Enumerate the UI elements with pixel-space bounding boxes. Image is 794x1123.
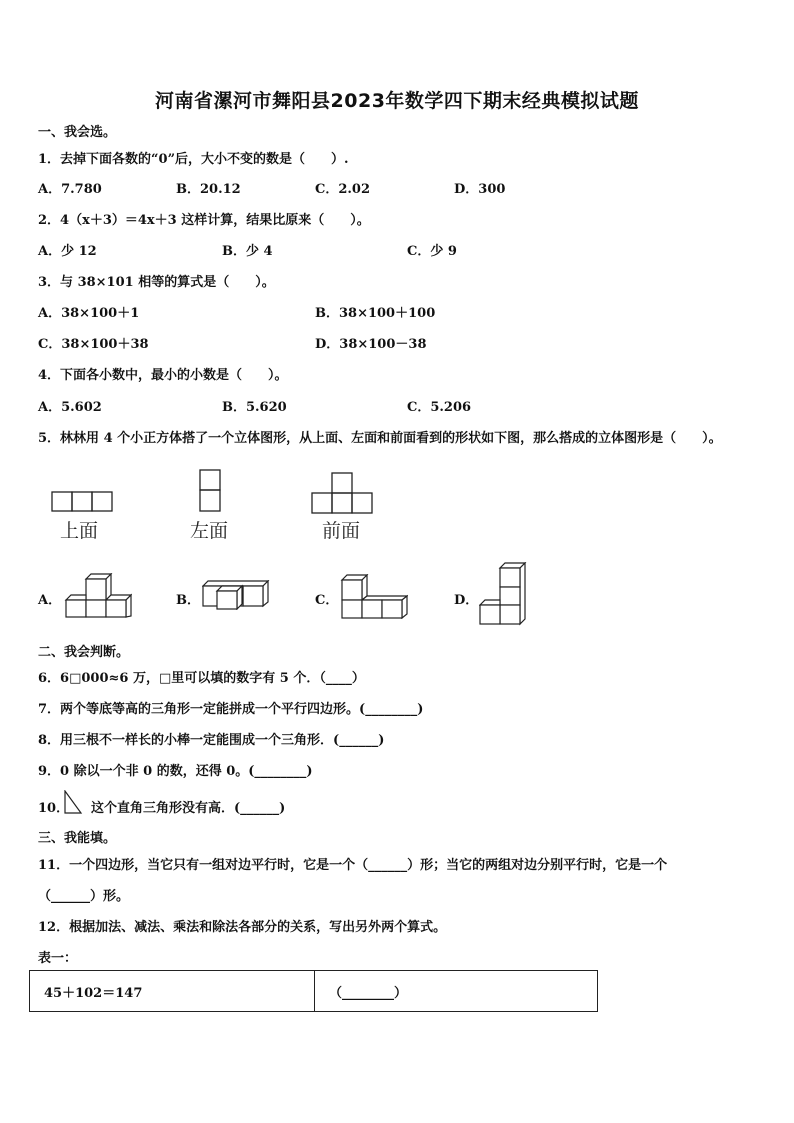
answer-table <box>29 970 598 1012</box>
top-view-label: 上面 <box>60 520 99 542</box>
right-triangle-figure <box>63 790 83 814</box>
q3-option-d: D．38×100－38 <box>315 337 427 352</box>
q4-option-c: C．5.206 <box>407 400 472 415</box>
q2-option-b: B．少 4 <box>222 244 273 259</box>
question-10-number: 10． <box>38 801 70 816</box>
table-row <box>30 971 598 1012</box>
top-view-figure <box>51 491 113 512</box>
q3-option-c: C．38×100＋38 <box>38 337 149 352</box>
q1-option-a: A．7.780 <box>38 182 102 197</box>
q5-option-a-label: A． <box>38 593 62 608</box>
q5-option-c-figure <box>340 574 408 619</box>
q3-option-a: A．38×100＋1 <box>38 306 140 321</box>
q2-option-a: A．少 12 <box>38 244 97 259</box>
section-heading-2: 二、我会判断。 <box>38 645 130 660</box>
q4-option-a: A．5.602 <box>38 400 102 415</box>
question-12: 12．根据加法、减法、乘法和除法各部分的关系，写出另外两个算式。 <box>38 920 447 935</box>
question-10-text: 这个直角三角形没有高．(______) <box>91 801 286 816</box>
q5-option-d-label: D． <box>454 593 479 608</box>
question-5-stem: 5．林林用 4 个小正方体搭了一个立体图形，从上面、左面和前面看到的形状如下图，那么搭成的立体图形是（ ）。 <box>38 431 722 446</box>
q4-option-b: B．5.620 <box>222 400 287 415</box>
question-1-stem: 1．去掉下面各数的“0”后，大小不变的数是（ ）. <box>38 152 349 167</box>
q5-option-d-figure <box>479 562 527 626</box>
question-9: 9．0 除以一个非 0 的数，还得 0。(________) <box>38 764 313 779</box>
front-view-figure <box>311 472 373 514</box>
question-11-line1: 11．一个四边形，当它只有一组对边平行时，它是一个（______）形；当它的两组对边分别平行时，它是一个 <box>38 858 668 873</box>
section-heading-1: 一、我会选。 <box>38 125 117 140</box>
question-4-stem: 4．下面各小数中，最小的小数是（ ）。 <box>38 368 288 383</box>
question-8: 8．用三根不一样长的小棒一定能围成一个三角形．(______) <box>38 733 385 748</box>
q1-option-d: D．300 <box>454 182 506 197</box>
question-2-stem: 2．4（x＋3）＝4x＋3 这样计算，结果比原来（ ）。 <box>38 213 370 228</box>
q5-option-a-figure <box>64 573 132 618</box>
q5-option-b-label: B． <box>176 593 200 608</box>
left-view-label: 左面 <box>190 520 229 542</box>
q1-option-c: C．2.02 <box>315 182 371 197</box>
question-3-stem: 3．与 38×101 相等的算式是（ ）。 <box>38 275 275 290</box>
q1-option-b: B．20.12 <box>176 182 241 197</box>
question-11-line2: （______）形。 <box>38 889 130 904</box>
section-heading-3: 三、我能填。 <box>38 831 117 846</box>
table-cell-answer: （________） <box>315 971 598 1012</box>
table-cell-equation: 45＋102＝147 <box>30 971 315 1012</box>
front-view-label: 前面 <box>322 520 361 542</box>
question-6: 6．6□000≈6 万，□里可以填的数字有 5 个．（____） <box>38 671 365 686</box>
q3-option-b: B．38×100＋100 <box>315 306 436 321</box>
q5-option-c-label: C． <box>315 593 339 608</box>
q5-option-b-figure <box>202 580 270 610</box>
page-title: 河南省漯河市舞阳县2023年数学四下期末经典模拟试题 <box>155 90 639 112</box>
q2-option-c: C．少 9 <box>407 244 457 259</box>
left-view-figure <box>199 469 221 512</box>
table-caption: 表一： <box>38 951 78 966</box>
question-7: 7．两个等底等高的三角形一定能拼成一个平行四边形。(________) <box>38 702 424 717</box>
